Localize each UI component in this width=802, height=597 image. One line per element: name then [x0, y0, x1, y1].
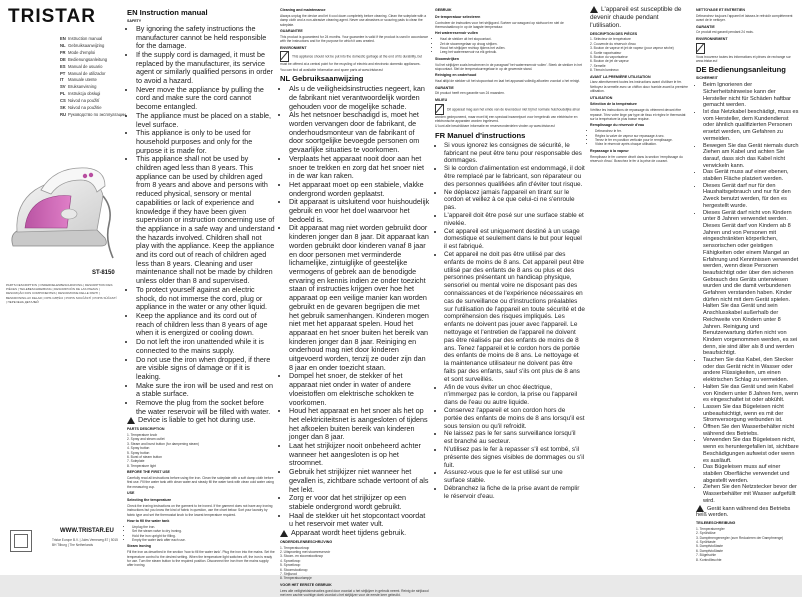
safety-item: • L'appareil doit être posé sur une surface stable et nivelée.	[444, 212, 585, 228]
safety-item: • Verwenden Sie das Bügeleisen nicht, wenn es heruntergefallen ist, sichtbare Beschädigungen aufweist oder wenn es ausläuft.	[703, 437, 800, 464]
part-item: 1. Temperatuurknop	[280, 545, 310, 550]
de-safety-list	[696, 82, 800, 504]
fr-first-use-title: AVANT LA PREMIÈRE UTILISATION	[590, 74, 651, 79]
en-env-text	[280, 51, 430, 66]
part-item: 4. Sortie vaporisateur	[590, 50, 622, 55]
fr-hot-warning	[590, 6, 690, 30]
safety-item: • Lassen Sie das Bügeleisen nicht unbeaufsichtigt, wenn es mit der Stromversorgung verbunden ist.	[703, 404, 800, 424]
safety-item: • Never move the appliance by pulling the cord and make sure the cord cannot become entangled.	[136, 86, 275, 112]
safety-item: • Gebruik het strijkijzer niet wanneer het gevallen is, zichtbare schade vertoont of als het lekt.	[289, 468, 430, 494]
safety-item: • Bewegen Sie das Gerät niemals durch Ziehen am Kabel und achten Sie darauf, dass sich das Kabel nicht verwickeln kann.	[703, 143, 800, 170]
language-code: SK	[60, 105, 66, 111]
fr-hot-warning-block	[590, 6, 690, 30]
en-guarantee-title: GUARANTEE	[280, 29, 303, 34]
safety-item: • Dieses Gerät darf nur für den Haushaltsgebrauch und nur für den Zweck benutzt werden, für den es hergestellt wurde.	[703, 183, 800, 210]
fill-step: • Unplug the iron.	[132, 525, 275, 529]
language-code: IT	[60, 77, 64, 83]
part-item: 6. Bouton de jet de vapeur	[590, 59, 629, 64]
en-first-use-title: BEFORE THE FIRST USE	[127, 470, 170, 475]
part-item: 1. Sélecteur de température	[590, 37, 631, 42]
part-item: 5. Sproeiknop	[280, 563, 301, 568]
part-item: 2. Sprühdüse	[696, 531, 716, 536]
language-name: Bedienungsanleitung	[68, 56, 108, 62]
en-use-title: USE	[127, 491, 135, 496]
nl-fill-title: Het waterreservoir vullen	[435, 31, 478, 36]
en-hot-warning	[127, 416, 275, 425]
language-name: Руководство по эксплуатации	[68, 111, 126, 117]
en-use-text: Check the ironing instructions on the garment to be ironed. If the garment does not have any ironing instructions but you know the kind of fabric in question, use the chart below. Sort your laundry by fabric type and set the thermostat knob to the lowest temperature required.	[127, 503, 273, 517]
fr-guarantee-text: Ce produit est garanti pendant 24 mois.	[696, 30, 754, 35]
safety-item: • Ne laissez pas le fer sans surveillance lorsqu'il est branché au secteur.	[444, 430, 585, 446]
de-safety-title: SICHERHEIT	[696, 76, 718, 81]
safety-item: • Halten Sie das Gerät und sein Kabel von Kindern unter 8 Jahren fern, wenn es eingeschaltet ist oder abkühlt.	[703, 384, 800, 404]
nl-hot-warning	[280, 529, 430, 538]
safety-item: • Als het netsnoer beschadigd is, moet het worden vervangen door de fabrikant, de onderhoudsmonteur van de fabrikant of door soortgelijke bevoegde personen om gevaarlijke situaties te voorkomen.	[289, 111, 430, 155]
language-entry	[60, 71, 120, 78]
fr-use-subtitle: Sélection de la température	[590, 102, 637, 107]
part-item: 2. Couvercle du réservoir d'eau	[590, 41, 636, 46]
nl-guarantee-title: GARANTIE	[435, 85, 454, 90]
fr-use-title: UTILISATION	[590, 95, 613, 100]
safety-item: • Öffnen Sie den Wasserbehälter nicht während des Betriebs.	[703, 424, 800, 437]
language-name: Instrukcja obsługi	[68, 91, 101, 97]
website-url[interactable]: WWW.TRISTAR.EU	[60, 528, 114, 534]
en-parts-title: PARTS DESCRIPTION	[127, 427, 165, 432]
en-safety-title: SAFETY	[127, 19, 142, 23]
fr-steam-text: Remplissez le fer comme décrit dans la section 'remplissage du réservoir d'eau'. Branchez le fer à la prise de courant.	[590, 154, 683, 164]
language-code: SV	[60, 84, 66, 90]
safety-item: • Si vous ignorez les consignes de sécurité, le fabricant ne peut être tenu pour responsable des dommages.	[444, 142, 585, 165]
fr-fill-list	[590, 129, 690, 147]
fr-fill-title: Remplissage du réservoir d'eau	[590, 123, 645, 128]
nl-support: U kunt alle beschikbare informatie en reserveonderdelen vinden op www.tristar.eu!	[435, 124, 556, 129]
nl-parts-title: ONDERDELENBESCHRIJVING	[280, 539, 333, 544]
language-list	[60, 36, 126, 119]
part-item: 3. Bouton de vapeur et jet de vapeur (pour vapeur sèche)	[590, 46, 674, 51]
fill-step: • Débranchez le fer.	[595, 129, 690, 133]
part-item: 2. Uitsproeiing met stoomreservoir	[280, 550, 331, 554]
hot-surface-warning-icon	[127, 417, 135, 424]
en-fill-list	[127, 525, 275, 543]
language-name: Manuale utente	[68, 77, 97, 83]
fill-step: • Haal de stekker uit het stopcontact.	[440, 37, 585, 41]
part-item: 7. Semelle	[590, 63, 606, 68]
column-3	[435, 6, 585, 572]
fill-step: • Tenez le fer en position verticale pour le remplissage.	[595, 138, 690, 142]
safety-item: • Het apparaat moet op een stabiele, vlakke ondergrond worden geplaatst.	[289, 181, 430, 198]
iron-drawing	[5, 150, 117, 270]
hot-surface-warning-icon	[696, 505, 704, 512]
part-item: 5. Dampfstoßtaste	[696, 544, 723, 549]
fr-env-title: ENVIRONNEMENT	[696, 36, 728, 41]
fr-env	[696, 43, 800, 54]
language-code: RU	[60, 111, 67, 117]
language-name: Instruction manual	[68, 36, 103, 41]
en-safety-list	[127, 25, 275, 417]
language-entry	[60, 57, 120, 64]
safety-item: • Dit apparaat is uitsluitend voor huishoudelijk gebruik en voor het doel waarvoor het bedoeld is.	[289, 198, 430, 224]
recycle-bin-icon	[280, 51, 289, 62]
safety-item: • Do not use the iron when dropped, if there are visible signs of damage or if it is leaking.	[136, 356, 275, 382]
part-item: 8. Temperatuurlampje	[280, 576, 312, 581]
language-code: CS	[60, 98, 66, 104]
language-entry	[60, 36, 120, 43]
language-code: ES	[60, 63, 66, 69]
part-item: 3. Dampfmengenregler (zum Reduzieren der Dampfmenge)	[696, 535, 784, 540]
fr-hot-warning-text: L'appareil est susceptible de devenir chaude pendant l'utilisation.	[590, 6, 682, 29]
part-item: 6. Burst of steam button	[127, 454, 163, 459]
safety-item: • Beim Ignorieren der Sicherheitshinweise kann der Hersteller nicht für Schäden haftbar gemacht werden.	[703, 82, 800, 109]
safety-item: • This appliance is only to be used for household purposes and only for the purpose it is made for.	[136, 129, 275, 155]
nl-use-text: Controleer de instructies voor het strijkgoed. Sorteer uw wasgoed op stofsoort en stel de thermostaatknop in op de laagste temperatuur.	[435, 20, 564, 29]
fill-step: • Videz le réservoir après chaque utilisation.	[595, 142, 690, 146]
fr-safety-list	[435, 142, 585, 501]
safety-item: • Assurez-vous que le fer est utilisé sur une surface stable.	[444, 469, 585, 485]
fr-support: Vous trouverez toutes les informations et pièces de rechange sur www.tristar.eu!	[696, 54, 791, 64]
nl-first-use-text: Lees alle veiligheidsinstructies goed door voordat u het strijkijzer in gebruik neemt. Reinig de strijkzool met een zachte vochtige doek voordat u het strijkijzer voor de eerste keer gebruikt.	[280, 588, 429, 597]
language-name: Manual de usuario	[68, 63, 103, 69]
recycle-bin-icon	[696, 43, 705, 54]
cover-column	[0, 0, 126, 575]
nl-guarantee-text: Dit product heeft een garantie van 24 maanden.	[435, 91, 505, 96]
hot-surface-warning-icon	[590, 6, 598, 13]
safety-item: • Das Bügeleisen muss auf einer stabilen Oberfläche verwendet und abgestellt werden.	[703, 464, 800, 484]
part-item: 1. Temperature knob	[127, 432, 158, 437]
part-item: 7. Soleplate	[127, 459, 145, 464]
safety-item: • Make sure the iron will be used and rest on a stable surface.	[136, 382, 275, 399]
hot-surface-warning-icon	[280, 530, 288, 537]
fill-step: • Zet de stoomregelaar op droog strijken.	[440, 42, 585, 46]
language-name: Návod na použitie	[68, 105, 102, 111]
language-entry	[60, 43, 120, 50]
fill-step: • Houd het strijkijzer rechtop tijdens het vullen.	[440, 46, 585, 50]
certification-mark-icon	[10, 530, 32, 552]
recycle-bin-icon	[435, 104, 444, 115]
fill-step: • Leeg het waterreservoir na elk gebruik.	[440, 50, 585, 54]
nl-env-text	[435, 104, 585, 124]
part-item: 7. Strijkzool	[280, 572, 298, 577]
safety-item: • Afin de vous éviter un choc électrique, n'immergez pas le cordon, la prise ou l'appareil dans de l'eau ou autre liquide.	[444, 384, 585, 407]
language-entry	[60, 77, 120, 84]
safety-item: • Remove the plug from the socket before the water reservoir will be filled with water.	[136, 399, 275, 416]
fr-use-text: Vérifiez les instructions de repassage du vêtement devant être repassé. Triez votre linge par type de tissu et réglez le thermostat sur la température la plus basse requise.	[590, 108, 686, 122]
en-clean-text: Always unplug the device and let it cool down completely before cleaning. Clean the soleplate with a damp cloth and a non-abrasive cleaning agent. Never use abrasives or scouring pads to clean the soleplate.	[280, 13, 427, 27]
fr-parts-title: DESCRIPTION DES PIÈCES	[590, 31, 638, 36]
safety-item: • Dit apparaat mag niet worden gebruikt door kinderen jonger dan 8 jaar. Dit apparaat kan worden gebruikt door kinderen vanaf 8 jaar en door personen met verminderde lichamelijke, zintuiglijke of geestelijke vermogens of gebrek aan de benodigde ervaring en kennis indien ze onder toezicht staan of instructies krijgen over hoe het apparaat op een veilige manier kan worden gebruikt en de gevaren begrijpen die met het gebruik samenhangen. Kinderen mogen niet met het apparaat spelen. Houd het apparaat en het snoer buiten het bereik van kinderen jonger dan 8 jaar. Reiniging en onderhoud mag niet door kinderen uitgevoerd worden, tenzij ze ouder zijn dan 8 jaar en onder toezicht staan.	[289, 224, 430, 372]
part-item: 2. Spray and steam outlet	[127, 437, 165, 442]
safety-item: • Cet appareil est uniquement destiné à un usage domestique et seulement dans le but pour lequel il est fabriqué.	[444, 228, 585, 251]
language-code: DE	[60, 56, 66, 62]
column-2	[280, 6, 430, 597]
language-entry	[60, 91, 120, 98]
steam-iron-illustration	[5, 150, 117, 270]
safety-item: • Dieses Gerät darf nicht von Kindern unter 8 Jahren verwendet werden. Dieses Gerät darf von Kindern ab 8 Jahren und von Personen mit eingeschränkten körperlichen, sensorischen oder geistigen Fähigkeiten oder einem Mangel an Erfahrung und Kenntnissen verwendet werden, wenn diese Personen beaufsichtigt oder über den sicheren Gebrauch des Geräts unterwiesen wurden und die damit verbundenen Gefahren verstanden haben. Kinder dürfen nicht mit dem Gerät spielen. Halten Sie das Gerät und sein Anschlusskabel außerhalb der Reichweite von Kindern unter 8 Jahren. Reinigung und Benutzerwartung dürfen nicht von Kindern vorgenommen werden, es sei denn, sie sind älter als 8 und werden beaufsichtigt.	[703, 210, 800, 357]
de-hot-warning	[696, 505, 800, 519]
language-name: Bruksanvisning	[68, 84, 97, 90]
language-name: Gebruiksaanwijzing	[68, 42, 105, 48]
fill-step: • Réglez la valve de vapeur sur repassage à sec.	[595, 134, 690, 138]
nl-env-body: Dit apparaat mag aan het einde van de levensduur niet bij het normale huishoudelijke afval worden gedeponeerd, maar moet bij een speciaal inzamelpunt voor hergebruik van elektrische en elektronische apparaten worden ingeleverd.	[435, 107, 580, 124]
safety-item: • Das Gerät muss auf einer ebenen, stabilen Fläche platziert werden.	[703, 169, 800, 182]
nl-first-use-title: VOOR HET EERSTE GEBRUIK	[280, 582, 332, 587]
language-entry	[60, 84, 120, 91]
part-item: 5. Spray button	[127, 450, 150, 455]
nl-fill-list	[435, 37, 585, 55]
safety-item: • Zorg er voor dat het strijkijzer op een stabiele ondergrond wordt gebruikt.	[289, 494, 430, 511]
en-use-subtitle: Selecting the temperature	[127, 498, 172, 502]
de-parts-title: TEILEBESCHREIBUNG	[696, 520, 736, 525]
safety-item: • Do not left the iron unattended while it is connected to the mains supply.	[136, 338, 275, 355]
safety-item: • N'utilisez pas le fer à repasser s'il est tombé, s'il présente des signes visibles de dommages ou s'il fuit.	[444, 446, 585, 469]
language-entry	[60, 64, 120, 71]
safety-item: • Als u de veiligheidsinstructies negeert, kan de fabrikant niet verantwoordelijk worden gehouden voor de mogelijke schade.	[289, 85, 430, 111]
language-name: Návod na použití	[68, 98, 100, 104]
safety-item: • If the supply cord is damaged, it must be replaced by the manufacturer, its service agent or similarly qualified persons in order to avoid a hazard.	[136, 51, 275, 86]
safety-item: • The appliance must be placed on a stable, level surface.	[136, 112, 275, 129]
nl-hot-warning-text: Apparaat wordt heet tijdens gebruik.	[291, 528, 407, 538]
nl-section-title: NL Gebruiksaanwijzing	[280, 74, 364, 84]
nl-parts-list	[280, 546, 430, 581]
en-parts-list	[127, 433, 275, 468]
column-1	[127, 6, 275, 572]
language-name: Mode d'emploi	[68, 49, 96, 55]
safety-item: • Haal de stekker uit het stopcontact voordat u het reservoir met water vult.	[289, 512, 430, 529]
safety-item: • Débranchez la fiche de la prise avant de remplir le réservoir d'eau.	[444, 485, 585, 501]
language-name: Manual de utilizador	[68, 70, 106, 76]
column-4	[590, 6, 800, 572]
model-number: ST-8150	[92, 270, 115, 276]
parts-description-languages: PARTS DESCRIPTION | ONDERDELENBESCHRIJVING | DESCRIPTION DES PIÈCES | TEILEBESCHREIBUNG | DESCRIPCIÓN DE LAS PIEZAS | DESCRIÇÃO DOS COMPONENTES | DESCRIZIONE DELLE PARTI | BESKRIVNING AV DELAR | OPIS CZĘŚCI | POPIS SOUČÁSTÍ | POPIS SÚČASTÍ | ПЕРЕЧЕНЬ ДЕТАЛЕЙ	[6, 283, 117, 304]
part-item: 3. Stoom- en stoomstootknop	[280, 554, 324, 559]
de-parts-list	[696, 527, 800, 562]
nl-use-subtitle: De temperatuur selecteren	[435, 14, 481, 19]
part-item: 5. Bouton du vaporisateur	[590, 55, 628, 59]
fr-parts-list	[590, 37, 690, 72]
safety-item: • Laat het strijkijzer nooit onbeheerd achter wanneer het aangesloten is op het stroomnet.	[289, 442, 430, 468]
en-steam-title: Steam ironing	[127, 544, 151, 549]
fr-de-col-b	[696, 6, 800, 562]
company-address: Tristar Europe B.V. | Jules Verneweg 87 | 5015 BH Tilburg | The Netherlands	[52, 538, 118, 547]
de-hot-warning-text: Gerät kann während des Betriebs heiß werden.	[696, 505, 791, 519]
en-section-title: EN Instruction manual	[127, 8, 208, 17]
en-env-title: ENVIRONMENT	[280, 45, 307, 50]
nl-clean-text: Haal altijd de stekker uit het stopcontact en laat het apparaat volledig afkoelen voordat u het reinigt.	[435, 79, 580, 84]
part-item: 6. Stoomstootknop	[280, 567, 308, 572]
language-entry	[60, 111, 126, 119]
part-item: 3. Steam and burst button (for dampening steam)	[127, 441, 200, 446]
en-fill-title: How to fill the water tank	[127, 519, 170, 524]
safety-item: • Ne déplacez jamais l'appareil en tirant sur le cordon et veillez à ce que celui-ci ne s'enroule pas.	[444, 189, 585, 212]
fill-step: • Set the steam valve to dry ironing.	[132, 529, 275, 533]
fr-steam-title: Repassage à la vapeur	[590, 148, 629, 153]
language-code: FR	[60, 49, 66, 55]
part-item: 7. Bügelsohle	[696, 553, 716, 558]
safety-item: • This appliance shall not be used by children aged less than 8 years. This appliance can be used by children aged from 8 years and above and persons with reduced physical, sensory or mental capabilities or lack of experience and knowledge if they have been given supervision or instruction concerning use of the appliance in a safe way and understand the hazards involved. Children shall not play with the appliance. Keep the appliance and its cord out of reach of children aged less than 8 years. Cleaning and user maintenance shall not be made by children unless older than 8 and supervised.	[136, 155, 275, 286]
language-entry	[60, 50, 120, 57]
safety-item: • Dompel het snoer, de stekker of het apparaat niet onder in water of andere vloeistoffen om elektrische schokken te voorkomen.	[289, 372, 430, 407]
safety-item: • Cet appareil ne doit pas être utilisé par des enfants de moins de 8 ans. Cet appareil peut être utilisé par des enfants de 8 ans ou plus et des personnes présentant un handicap physique, sensoriel ou mental voire ne disposant pas des connaissances et de l'expérience nécessaires en cas de surveillance ou d'instructions préalables sur l'utilisation de l'appareil en toute sécurité et de compréhension des risques impliqués. Les enfants ne doivent pas jouer avec l'appareil. Le nettoyage et l'entretien de l'appareil ne doivent pas être réalisés par des enfants de moins de 8 ans. Tenez l'appareil et le cordon hors de portée des enfants de moins de 8 ans. Le nettoyage et la maintenance utilisateur ne doivent pas être faits par des enfants, sauf s'ils ont plus de 8 ans et sont surveillés.	[444, 251, 585, 384]
part-item: 1. Temperaturregler	[696, 526, 725, 531]
safety-item: • Tauchen Sie das Kabel, den Stecker oder das Gerät nicht in Wasser oder andere Flüssigkeiten, um einen elektrischen Schlag zu vermeiden.	[703, 357, 800, 384]
part-item: 4. Sproeiknop	[280, 558, 301, 563]
en-guarantee-text: This product is guaranteed for 24 months. Your guarantee is valid if the product is used in accordance with the instructions and for the purpose for which it was created.	[280, 34, 429, 44]
fr-clean-text: Débranchez toujours l'appareil et laissez-le refroidir complètement avant de le nettoyer.	[696, 13, 793, 23]
en-first-use-text: Carefully read all instructions before using the iron. Clean the soleplate with a soft damp cloth before first use. Fill the water tank with clean water and steady fill the water tank with clean cold water using the measuring cup.	[127, 475, 274, 489]
en-env-body: This appliance should not be put into the domestic garbage at the end of its durability, but must be offered at a central point for the recycling of electric and electronic domestic appliances.	[280, 54, 423, 67]
nl-clean-title: Reiniging en onderhoud	[435, 73, 477, 78]
nl-safety-list	[280, 85, 430, 529]
fr-col-a	[590, 6, 690, 164]
en-support: You can find all available information and spare parts at www.tristar.eu!	[280, 67, 384, 72]
part-item: 4. Sprühtaste	[696, 539, 716, 544]
safety-item: • Ziehen Sie den Netzstecker bevor der Wasserbehälter mit Wasser aufgefüllt wird.	[703, 484, 800, 504]
part-item: 4. Spray button	[127, 446, 150, 451]
language-entry	[60, 98, 120, 105]
brand-logo: TRISTAR	[8, 6, 96, 27]
language-code: EN	[60, 36, 66, 41]
safety-item: • Conservez l'appareil et son cordon hors de portée des enfants de moins de 8 ans lorsqu'il est sous tension ou qu'il refroidit.	[444, 407, 585, 430]
fill-step: • Hold the iron upright for filling.	[132, 534, 275, 538]
safety-item: • Verplaats het apparaat nooit door aan het snoer te trekken en zorg dat het snoer niet in de war kan raken.	[289, 155, 430, 181]
safety-item: • By ignoring the safety instructions the manufacturer cannot be held responsible for the damage.	[136, 25, 275, 51]
safety-item: • Keep the appliance and its cord out of reach of children less than 8 years of age when it is energized or cooling down.	[136, 312, 275, 338]
en-hot-warning-text: Device is liable to get hot during use.	[138, 415, 256, 425]
fr-section-title: FR Manuel d'instructions	[435, 130, 526, 140]
nl-env-title: MILIEU	[435, 97, 448, 102]
safety-item: • Houd het apparaat en het snoer als het op het elektriciteitsnet is aangesloten of tijdens het afkoelen buiten bereik van kinderen jonger dan 8 jaar.	[289, 407, 430, 442]
fr-clean-title: NETTOYAGE ET ENTRETIEN	[696, 8, 745, 12]
nl-use-title: GEBRUIK	[435, 8, 452, 12]
nl-steam-text: Vul het strijkijzer zoals beschreven in de paragraaf 'het waterreservoir vullen'. Steek de stekker in het stopcontact. Stel de temperatuurregelaar in op de gewenste stand.	[435, 62, 583, 72]
de-section-title: DE Bedienungsanleitung	[696, 65, 786, 75]
nl-steam-title: Stoomstrijken	[435, 56, 459, 61]
safety-item: • Si le cordon d'alimentation est endommagé, il doit être remplacé par le fabricant, son réparateur ou des personnes qualifiées afin d'éviter tout risque.	[444, 165, 585, 188]
language-code: PT	[60, 70, 66, 76]
en-steam-text: Fill the iron as described in the section 'how to fill the water tank'. Plug the iron into the mains. Set the temperature control to the desired setting. When the temperature light switches off, the iron is ready for use. Turn the steam button to the required position. Disconnect the iron from the mains supply after ironing.	[127, 550, 275, 568]
safety-item: • Ist das Netzkabel beschädigt, muss es vom Hersteller, dem Kundendienst oder ähnlich qualifizierten Personen ersetzt werden, um Gefahren zu vermeiden.	[703, 109, 800, 143]
part-item: 6. Dampfstoßtaste	[696, 548, 723, 553]
language-entry	[60, 105, 120, 112]
language-code: PL	[60, 91, 66, 97]
fr-first-use-text: Lisez attentivement toutes les instructions avant d'utiliser le fer. Nettoyez la semelle avec un chiffon doux humide avant la première utilisation.	[590, 80, 688, 94]
part-item: 8. Témoin lumineux	[590, 68, 619, 73]
en-clean-title: Cleaning and maintenance	[280, 8, 326, 12]
language-code: NL	[60, 42, 66, 48]
part-item: 8. Kontrollleuchte	[696, 557, 722, 562]
part-item: 8. Temperature light	[127, 463, 157, 468]
fill-step: • Empty the water tank after each use.	[132, 538, 275, 542]
safety-item: • To protect yourself against an electric shock, do not immerse the cord, plug or appliance in the water or any other liquid.	[136, 286, 275, 312]
fr-guarantee-title: GARANTIE	[696, 24, 715, 29]
